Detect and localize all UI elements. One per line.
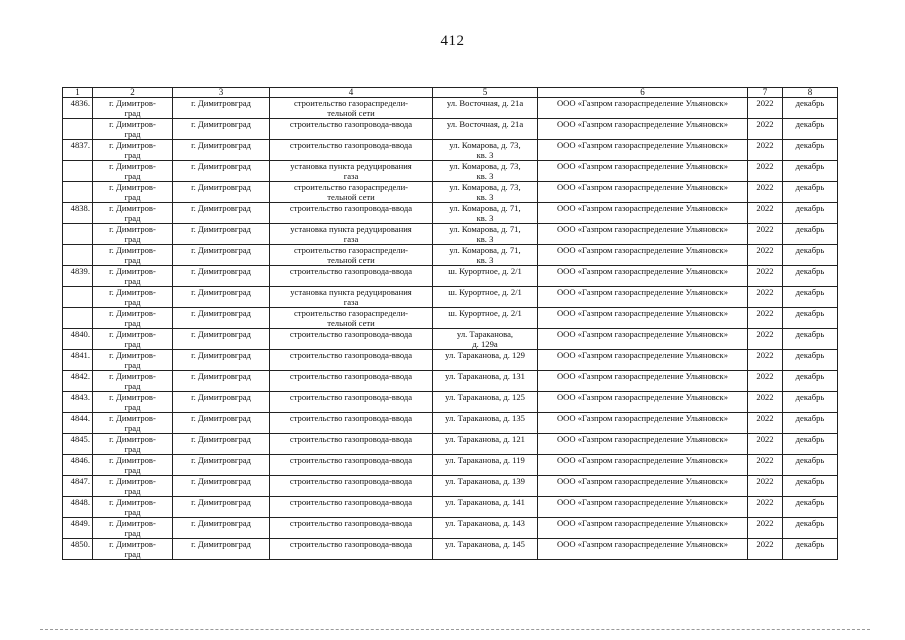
address-cell: ул. Восточная, д. 21а [433,98,538,119]
month-cell: декабрь [783,98,838,119]
city-cell: г. Димитровград [173,455,270,476]
row-number-cell: 4839. [63,266,93,287]
month-cell: декабрь [783,329,838,350]
locality-cell: г. Димитров- град [93,140,173,161]
work-type-cell: строительство газопровода-ввода [270,518,433,539]
organization-cell: ООО «Газпром газораспределение Ульяновск» [538,140,748,161]
city-cell: г. Димитровград [173,203,270,224]
address-cell: ул. Тараканова, д. 139 [433,476,538,497]
table-row [63,98,838,119]
organization-cell: ООО «Газпром газораспределение Ульяновск» [538,497,748,518]
month-cell: декабрь [783,308,838,329]
organization-cell: ООО «Газпром газораспределение Ульяновск» [538,182,748,203]
city-cell: г. Димитровград [173,161,270,182]
month-cell: декабрь [783,287,838,308]
locality-cell: г. Димитров- град [93,539,173,560]
row-number-cell [63,245,93,266]
locality-cell: г. Димитров- град [93,350,173,371]
address-cell: ул. Тараканова, д. 141 [433,497,538,518]
scan-edge-line [40,629,870,630]
year-cell: 2022 [748,119,783,140]
work-type-cell: строительство газораспредели- тельной сети [270,308,433,329]
address-cell: ул. Тараканова, д. 131 [433,371,538,392]
city-cell: г. Димитровград [173,434,270,455]
locality-cell: г. Димитров- град [93,287,173,308]
table-body [63,98,838,560]
city-cell: г. Димитровград [173,308,270,329]
year-cell: 2022 [748,308,783,329]
year-cell: 2022 [748,539,783,560]
locality-cell: г. Димитров- град [93,266,173,287]
address-cell: ул. Тараканова, д. 135 [433,413,538,434]
locality-cell: г. Димитров- град [93,203,173,224]
city-cell: г. Димитровград [173,98,270,119]
month-cell: декабрь [783,140,838,161]
table-row [63,539,838,560]
work-type-cell: строительство газопровода-ввода [270,392,433,413]
work-type-cell: установка пункта редуцирования газа [270,287,433,308]
month-cell: декабрь [783,203,838,224]
work-type-cell: строительство газопровода-ввода [270,266,433,287]
address-cell: ул. Тараканова, д. 129а [433,329,538,350]
table-row [63,476,838,497]
address-cell: ул. Комарова, д. 73, кв. 3 [433,161,538,182]
work-type-cell: строительство газопровода-ввода [270,371,433,392]
address-cell: ул. Комарова, д. 71, кв. 3 [433,224,538,245]
month-cell: декабрь [783,350,838,371]
page-number: 412 [440,33,465,49]
work-type-cell: установка пункта редуцирования газа [270,224,433,245]
address-cell: ул. Тараканова, д. 119 [433,455,538,476]
organization-cell: ООО «Газпром газораспределение Ульяновск» [538,161,748,182]
row-number-cell: 4847. [63,476,93,497]
city-cell: г. Димитровград [173,539,270,560]
year-cell: 2022 [748,245,783,266]
address-cell: ул. Комарова, д. 73, кв. 3 [433,182,538,203]
city-cell: г. Димитровград [173,392,270,413]
organization-cell: ООО «Газпром газораспределение Ульяновск» [538,266,748,287]
row-number-cell: 4845. [63,434,93,455]
row-number-cell: 4846. [63,455,93,476]
city-cell: г. Димитровград [173,182,270,203]
year-cell: 2022 [748,350,783,371]
row-number-cell: 4840. [63,329,93,350]
year-cell: 2022 [748,392,783,413]
table-row [63,266,838,287]
year-cell: 2022 [748,182,783,203]
address-cell: ул. Тараканова, д. 121 [433,434,538,455]
year-cell: 2022 [748,161,783,182]
year-cell: 2022 [748,329,783,350]
locality-cell: г. Димитров- град [93,392,173,413]
row-number-cell: 4849. [63,518,93,539]
locality-cell: г. Димитров- град [93,308,173,329]
work-type-cell: строительство газопровода-ввода [270,413,433,434]
column-header: 6 [538,88,748,98]
organization-cell: ООО «Газпром газораспределение Ульяновск» [538,455,748,476]
month-cell: декабрь [783,119,838,140]
organization-cell: ООО «Газпром газораспределение Ульяновск» [538,98,748,119]
table-row [63,308,838,329]
row-number-cell [63,308,93,329]
work-type-cell: строительство газопровода-ввода [270,119,433,140]
locality-cell: г. Димитров- град [93,119,173,140]
address-cell: ш. Курортное, д. 2/1 [433,287,538,308]
organization-cell: ООО «Газпром газораспределение Ульяновск» [538,371,748,392]
month-cell: декабрь [783,518,838,539]
month-cell: декабрь [783,371,838,392]
work-type-cell: строительство газораспредели- тельной сети [270,182,433,203]
locality-cell: г. Димитров- град [93,329,173,350]
organization-cell: ООО «Газпром газораспределение Ульяновск» [538,350,748,371]
city-cell: г. Димитровград [173,245,270,266]
organization-cell: ООО «Газпром газораспределение Ульяновск» [538,119,748,140]
locality-cell: г. Димитров- град [93,476,173,497]
column-header: 2 [93,88,173,98]
table-row [63,392,838,413]
work-type-cell: строительство газопровода-ввода [270,455,433,476]
city-cell: г. Димитровград [173,413,270,434]
address-cell: ул. Комарова, д. 71, кв. 3 [433,203,538,224]
address-cell: ул. Тараканова, д. 129 [433,350,538,371]
work-type-cell: установка пункта редуцирования газа [270,161,433,182]
row-number-cell [63,287,93,308]
locality-cell: г. Димитров- град [93,518,173,539]
locality-cell: г. Димитров- град [93,161,173,182]
column-header: 8 [783,88,838,98]
month-cell: декабрь [783,476,838,497]
row-number-cell [63,119,93,140]
month-cell: декабрь [783,434,838,455]
organization-cell: ООО «Газпром газораспределение Ульяновск» [538,518,748,539]
city-cell: г. Димитровград [173,476,270,497]
organization-cell: ООО «Газпром газораспределение Ульяновск» [538,308,748,329]
organization-cell: ООО «Газпром газораспределение Ульяновск» [538,392,748,413]
locality-cell: г. Димитров- град [93,497,173,518]
locality-cell: г. Димитров- град [93,371,173,392]
month-cell: декабрь [783,182,838,203]
month-cell: декабрь [783,497,838,518]
month-cell: декабрь [783,266,838,287]
city-cell: г. Димитровград [173,350,270,371]
work-type-cell: строительство газопровода-ввода [270,434,433,455]
work-type-cell: строительство газопровода-ввода [270,539,433,560]
row-number-cell: 4836. [63,98,93,119]
address-cell: ул. Тараканова, д. 145 [433,539,538,560]
table-row [63,434,838,455]
organization-cell: ООО «Газпром газораспределение Ульяновск» [538,287,748,308]
table-row [63,140,838,161]
row-number-cell: 4837. [63,140,93,161]
row-number-cell: 4842. [63,371,93,392]
table-row [63,455,838,476]
column-header: 5 [433,88,538,98]
address-cell: ул. Комарова, д. 71, кв. 3 [433,245,538,266]
organization-cell: ООО «Газпром газораспределение Ульяновск» [538,245,748,266]
table-row [63,413,838,434]
column-header: 4 [270,88,433,98]
work-type-cell: строительство газопровода-ввода [270,140,433,161]
work-type-cell: строительство газопровода-ввода [270,350,433,371]
month-cell: декабрь [783,245,838,266]
table-row [63,182,838,203]
month-cell: декабрь [783,392,838,413]
row-number-cell: 4841. [63,350,93,371]
organization-cell: ООО «Газпром газораспределение Ульяновск» [538,413,748,434]
city-cell: г. Димитровград [173,224,270,245]
month-cell: декабрь [783,224,838,245]
row-number-cell [63,161,93,182]
year-cell: 2022 [748,434,783,455]
city-cell: г. Димитровград [173,266,270,287]
city-cell: г. Димитровград [173,329,270,350]
work-type-cell: строительство газопровода-ввода [270,497,433,518]
year-cell: 2022 [748,497,783,518]
address-cell: ул. Тараканова, д. 125 [433,392,538,413]
year-cell: 2022 [748,518,783,539]
address-cell: ул. Тараканова, д. 143 [433,518,538,539]
address-cell: ул. Комарова, д. 73, кв. 3 [433,140,538,161]
year-cell: 2022 [748,98,783,119]
year-cell: 2022 [748,371,783,392]
month-cell: декабрь [783,539,838,560]
locality-cell: г. Димитров- град [93,434,173,455]
work-type-cell: строительство газораспредели- тельной сети [270,245,433,266]
year-cell: 2022 [748,140,783,161]
work-type-cell: строительство газораспредели- тельной сети [270,98,433,119]
organization-cell: ООО «Газпром газораспределение Ульяновск» [538,434,748,455]
work-type-cell: строительство газопровода-ввода [270,476,433,497]
column-header: 3 [173,88,270,98]
row-number-cell: 4838. [63,203,93,224]
year-cell: 2022 [748,413,783,434]
locality-cell: г. Димитров- град [93,245,173,266]
table-row [63,224,838,245]
locality-cell: г. Димитров- град [93,224,173,245]
city-cell: г. Димитровград [173,497,270,518]
address-cell: ш. Курортное, д. 2/1 [433,308,538,329]
table-row [63,371,838,392]
table-row [63,518,838,539]
locality-cell: г. Димитров- град [93,182,173,203]
table-row [63,350,838,371]
city-cell: г. Димитровград [173,287,270,308]
header-row [63,88,838,98]
address-cell: ш. Курортное, д. 2/1 [433,266,538,287]
year-cell: 2022 [748,455,783,476]
row-number-cell [63,182,93,203]
year-cell: 2022 [748,266,783,287]
locality-cell: г. Димитров- град [93,98,173,119]
row-number-cell [63,224,93,245]
column-header: 1 [63,88,93,98]
row-number-cell: 4843. [63,392,93,413]
organization-cell: ООО «Газпром газораспределение Ульяновск» [538,224,748,245]
city-cell: г. Димитровград [173,119,270,140]
organization-cell: ООО «Газпром газораспределение Ульяновск» [538,329,748,350]
city-cell: г. Димитровград [173,518,270,539]
work-type-cell: строительство газопровода-ввода [270,329,433,350]
table-row [63,329,838,350]
year-cell: 2022 [748,287,783,308]
table-row [63,203,838,224]
locality-cell: г. Димитров- град [93,413,173,434]
row-number-cell: 4850. [63,539,93,560]
organization-cell: ООО «Газпром газораспределение Ульяновск» [538,539,748,560]
city-cell: г. Димитровград [173,140,270,161]
locality-cell: г. Димитров- град [93,455,173,476]
year-cell: 2022 [748,203,783,224]
city-cell: г. Димитровград [173,371,270,392]
organization-cell: ООО «Газпром газораспределение Ульяновск» [538,476,748,497]
table-row [63,245,838,266]
month-cell: декабрь [783,455,838,476]
table-row [63,161,838,182]
row-number-cell: 4848. [63,497,93,518]
row-number-cell: 4844. [63,413,93,434]
year-cell: 2022 [748,476,783,497]
column-header: 7 [748,88,783,98]
table-row [63,119,838,140]
works-register-table [62,87,838,560]
table-row [63,497,838,518]
address-cell: ул. Восточная, д. 21а [433,119,538,140]
month-cell: декабрь [783,413,838,434]
month-cell: декабрь [783,161,838,182]
work-type-cell: строительство газопровода-ввода [270,203,433,224]
organization-cell: ООО «Газпром газораспределение Ульяновск» [538,203,748,224]
table-row [63,287,838,308]
year-cell: 2022 [748,224,783,245]
